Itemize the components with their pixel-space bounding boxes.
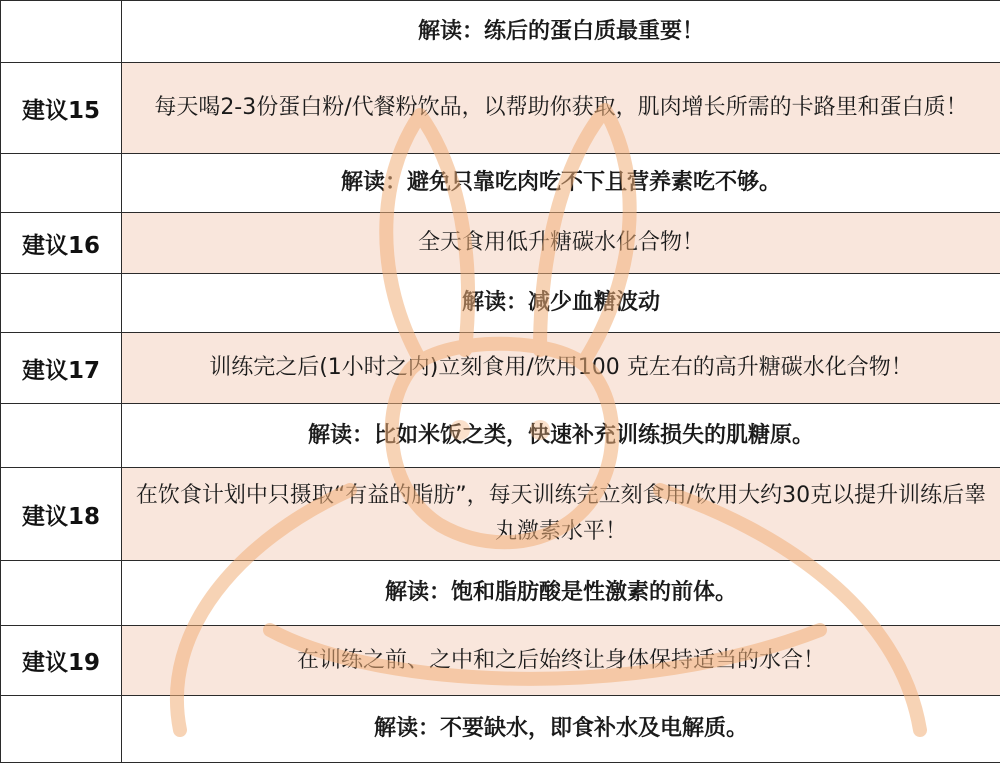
advice-text: 每天喝2-3份蛋白粉/代餐粉饮品，以帮助你获取，肌肉增长所需的卡路里和蛋白质！: [122, 63, 1000, 154]
row-label: [1, 696, 122, 763]
interpretation-text: 解读：饱和脂肪酸是性激素的前体。: [122, 561, 1000, 626]
advice-text: 训练完之后(1小时之内)立刻食用/饮用100 克左右的高升糖碳水化合物！: [122, 333, 1000, 404]
table-row: [1, 213, 1000, 274]
table-row: [1, 468, 1000, 561]
table-row: [1, 561, 1000, 626]
interpretation-text: 解读：练后的蛋白质最重要！: [122, 1, 1000, 63]
row-label: 建议15: [1, 63, 122, 154]
table-row: [1, 696, 1000, 763]
row-label: [1, 1, 122, 63]
interpretation-text: 解读：避免只靠吃肉吃不下且营养素吃不够。: [122, 154, 1000, 213]
advice-text: 在饮食计划中只摄取“有益的脂肪”，每天训练完立刻食用/饮用大约30克以提升训练后睾丸激素水平！: [122, 468, 1000, 561]
row-label: 建议17: [1, 333, 122, 404]
table-row: [1, 154, 1000, 213]
row-label: 建议18: [1, 468, 122, 561]
row-label: [1, 404, 122, 468]
interpretation-text: 解读：不要缺水，即食补水及电解质。: [122, 696, 1000, 763]
table-row: [1, 1, 1000, 63]
row-label: 建议19: [1, 626, 122, 696]
table-row: [1, 404, 1000, 468]
row-label: 建议16: [1, 213, 122, 274]
table-row: [1, 626, 1000, 696]
table-row: [1, 274, 1000, 333]
row-label: [1, 561, 122, 626]
advice-text: 在训练之前、之中和之后始终让身体保持适当的水合！: [122, 626, 1000, 696]
table-row: [1, 333, 1000, 404]
advice-text: 全天食用低升糖碳水化合物！: [122, 213, 1000, 274]
row-label: [1, 154, 122, 213]
row-label: [1, 274, 122, 333]
interpretation-text: 解读：减少血糖波动: [122, 274, 1000, 333]
table-row: [1, 63, 1000, 154]
interpretation-text: 解读：比如米饭之类，快速补充训练损失的肌糖原。: [122, 404, 1000, 468]
